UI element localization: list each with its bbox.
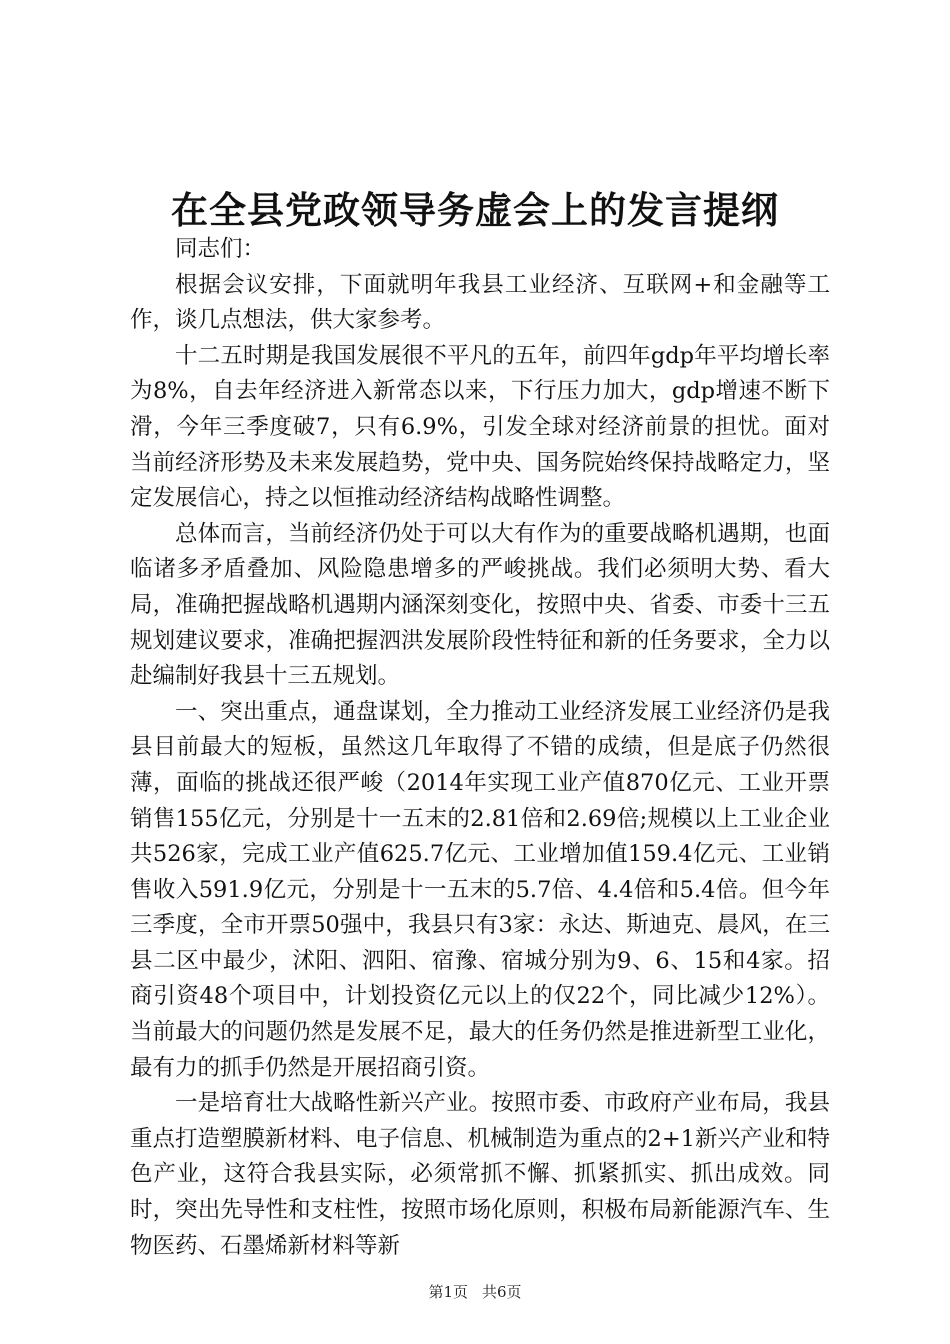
document-body <box>130 232 830 1264</box>
page-footer <box>0 1282 950 1302</box>
document-title: 在全县党政领导务虚会上的发言提纲 <box>171 188 779 232</box>
paragraph-intro: 根据会议安排，下面就明年我县工业经济、互联网+和金融等工作，谈几点想法，供大家参考。 <box>130 271 830 334</box>
page-total: 共6页 <box>482 1283 522 1301</box>
paragraph-point-one: 一是培育壮大战略性新兴产业。按照市委、市政府产业布局，我县重点打造塑膜新材料、电子信息、机械制造为重点的2+1新兴产业和特色产业，这符合我县实际，必须常抓不懈、抓紧抓实、抓出成效。同时，突出先导性和支柱性，按照市场化原则，积极布局新能源汽车、生物医药、石墨烯新材料等新 <box>130 1090 830 1259</box>
paragraph-section-one: 一、突出重点，通盘谋划，全力推动工业经济发展工业经济仍是我县目前最大的短板，虽然这几年取得了不错的成绩，但是底子仍然很薄，面临的挑战还很严峻（2014年实现工业产值870亿元、工业开票销售155亿元，分别是十一五末的2.81倍和2.69倍;规模以上工业企业共526家，完成工业产值625.7亿元、工业增加值159.4亿元、工业销售收入591.9亿元，分别是十一五末的5.7倍、4.4倍和5.4倍。但今年三季度，全市开票50强中，我县只有3家：永达、斯迪克、晨风，在三县二区中最少，沭阳、泗阳、宿豫、宿城分别为9、6、15和4家。招商引资48个项目中，计划投资亿元以上的仅22个，同比减少12%）。当前最大的问题仍然是发展不足，最大的任务仍然是推进新型工业化，最有力的抓手仍然是开展招商引资。 <box>130 698 830 1081</box>
page-number: 第1页 <box>428 1283 468 1301</box>
paragraph-overall: 总体而言，当前经济仍处于可以大有作为的重要战略机遇期，也面临诸多矛盾叠加、风险隐患增多的严峻挑战。我们必须明大势、看大局，准确把握战略机遇期内涵深刻变化，按照中央、省委、市委十三五规划建议要求，准确把握泗洪发展阶段性特征和新的任务要求，全力以赴编制好我县十三五规划。 <box>130 520 830 690</box>
greeting: 同志们： <box>175 236 266 262</box>
paragraph-economy: 十二五时期是我国发展很不平凡的五年，前四年gdp年平均增长率为8%，自去年经济进入新常态以来，下行压力加大，gdp增速不断下滑，今年三季度破7，只有6.9%，引发全球对经济前景的担忧。面对当前经济形势及未来发展趋势，党中央、国务院始终保持战略定力，坚定发展信心，持之以恒推动经济结构战略性调整。 <box>130 342 830 512</box>
